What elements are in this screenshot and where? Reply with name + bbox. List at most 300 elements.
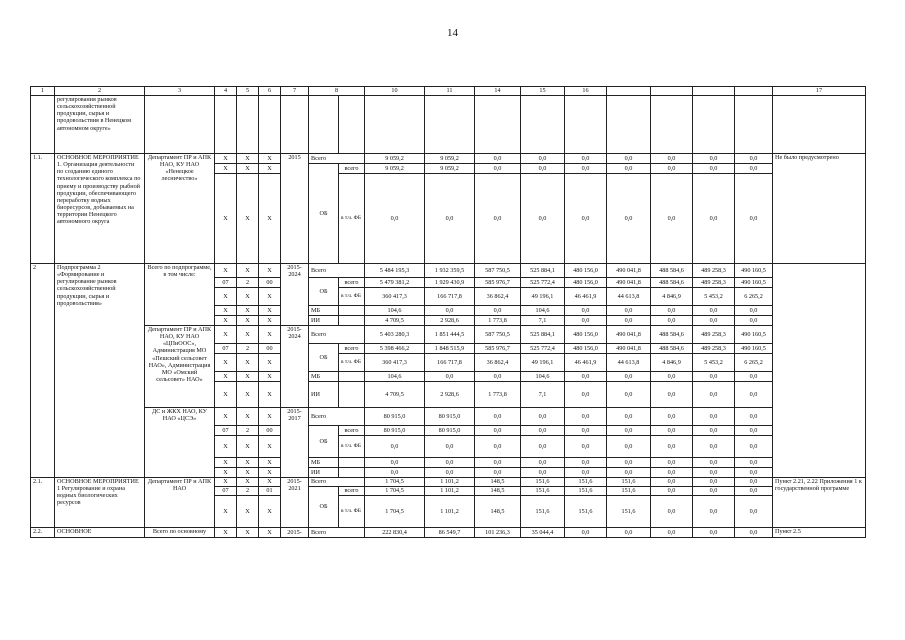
value-cell: 1 773,8 bbox=[475, 316, 521, 326]
period-cell: 2015-2024 bbox=[281, 326, 309, 408]
value-cell: 1 929 430,9 bbox=[425, 278, 475, 288]
code-cell: X bbox=[237, 288, 259, 306]
value-cell: 488 584,6 bbox=[651, 278, 693, 288]
table-cell bbox=[259, 96, 281, 154]
code-cell: X bbox=[215, 372, 237, 382]
value-cell: 1 704,5 bbox=[365, 487, 425, 496]
value-cell: 0,0 bbox=[735, 382, 773, 408]
value-cell: 0,0 bbox=[735, 372, 773, 382]
value-cell: 9 059,2 bbox=[425, 154, 475, 164]
value-cell: 525 772,4 bbox=[521, 344, 565, 354]
header-cell: 8 bbox=[309, 87, 365, 96]
value-cell: 0,0 bbox=[365, 468, 425, 478]
value-cell: 0,0 bbox=[651, 306, 693, 316]
code-cell: X bbox=[259, 288, 281, 306]
value-cell: 0,0 bbox=[651, 478, 693, 487]
header-cell bbox=[651, 87, 693, 96]
value-cell: 0,0 bbox=[651, 426, 693, 436]
value-cell: 0,0 bbox=[475, 426, 521, 436]
code-cell: 07 bbox=[215, 426, 237, 436]
table-cell bbox=[425, 96, 475, 154]
source-cell: ОБ bbox=[309, 426, 339, 458]
table-cell bbox=[339, 372, 365, 382]
value-cell: 7,1 bbox=[521, 382, 565, 408]
value-cell: 0,0 bbox=[521, 436, 565, 458]
value-cell: 151,6 bbox=[565, 478, 607, 487]
value-cell: 151,6 bbox=[521, 487, 565, 496]
subsource-cell: всего bbox=[339, 344, 365, 354]
value-cell: 0,0 bbox=[565, 316, 607, 326]
value-cell: 0,0 bbox=[607, 436, 651, 458]
table-cell bbox=[607, 96, 651, 154]
value-cell: 0,0 bbox=[735, 468, 773, 478]
row-number: 1.1. bbox=[31, 154, 55, 264]
value-cell: 0,0 bbox=[735, 496, 773, 528]
value-cell: 9 059,2 bbox=[365, 154, 425, 164]
value-cell: 0,0 bbox=[693, 528, 735, 538]
code-cell: 2 bbox=[237, 426, 259, 436]
value-cell: 0,0 bbox=[735, 436, 773, 458]
value-cell: 86 549,7 bbox=[425, 528, 475, 538]
header-cell: 3 bbox=[145, 87, 215, 96]
value-cell: 0,0 bbox=[735, 408, 773, 426]
table-row bbox=[31, 408, 866, 426]
table-cell bbox=[215, 96, 237, 154]
source-cell: Всего bbox=[309, 408, 365, 426]
value-cell: 490 041,8 bbox=[607, 344, 651, 354]
value-cell: 0,0 bbox=[651, 496, 693, 528]
code-cell: X bbox=[215, 316, 237, 326]
value-cell: 0,0 bbox=[651, 164, 693, 174]
value-cell: 360 417,3 bbox=[365, 354, 425, 372]
code-cell: X bbox=[259, 154, 281, 164]
header-cell: 1 bbox=[31, 87, 55, 96]
code-cell: 00 bbox=[259, 344, 281, 354]
value-cell: 4 846,9 bbox=[651, 288, 693, 306]
code-cell: X bbox=[259, 164, 281, 174]
table-cell bbox=[237, 96, 259, 154]
value-cell: 9 059,2 bbox=[425, 164, 475, 174]
value-cell: 0,0 bbox=[565, 426, 607, 436]
code-cell: X bbox=[215, 468, 237, 478]
value-cell: 489 258,3 bbox=[693, 278, 735, 288]
code-cell: X bbox=[259, 326, 281, 344]
code-cell: X bbox=[237, 354, 259, 372]
value-cell: 4 709,5 bbox=[365, 382, 425, 408]
executor-cell: Департамент ПР и АПК НАО, КУ НАО «Ненецкое лесничество» bbox=[145, 154, 215, 264]
table-cell bbox=[521, 96, 565, 154]
value-cell: 0,0 bbox=[735, 528, 773, 538]
value-cell: 80 915,0 bbox=[425, 426, 475, 436]
value-cell: 36 862,4 bbox=[475, 354, 521, 372]
code-cell: X bbox=[259, 436, 281, 458]
value-cell: 0,0 bbox=[735, 306, 773, 316]
value-cell: 0,0 bbox=[693, 478, 735, 487]
value-cell: 0,0 bbox=[475, 174, 521, 264]
table-cell bbox=[339, 382, 365, 408]
code-cell: X bbox=[215, 326, 237, 344]
value-cell: 0,0 bbox=[651, 408, 693, 426]
value-cell: 5 398 466,2 bbox=[365, 344, 425, 354]
value-cell: 0,0 bbox=[607, 154, 651, 164]
header-cell: 7 bbox=[281, 87, 309, 96]
code-cell: X bbox=[259, 496, 281, 528]
subsource-cell: всего bbox=[339, 426, 365, 436]
code-cell: X bbox=[215, 306, 237, 316]
row-number: 2.2. bbox=[31, 528, 55, 538]
code-cell: X bbox=[259, 382, 281, 408]
value-cell: 0,0 bbox=[651, 436, 693, 458]
value-cell: 0,0 bbox=[565, 468, 607, 478]
value-cell: 0,0 bbox=[651, 487, 693, 496]
value-cell: 480 156,0 bbox=[565, 326, 607, 344]
code-cell: X bbox=[215, 354, 237, 372]
header-cell: 10 bbox=[365, 87, 425, 96]
value-cell: 1 704,5 bbox=[365, 478, 425, 487]
code-cell: X bbox=[237, 372, 259, 382]
value-cell: 151,6 bbox=[607, 496, 651, 528]
subsource-cell: в т.ч. ФБ bbox=[339, 174, 365, 264]
value-cell: 0,0 bbox=[651, 382, 693, 408]
value-cell: 5 453,2 bbox=[693, 354, 735, 372]
value-cell: 0,0 bbox=[651, 174, 693, 264]
table-cell bbox=[339, 96, 365, 154]
value-cell: 151,6 bbox=[521, 496, 565, 528]
value-cell: 148,5 bbox=[475, 496, 521, 528]
value-cell: 151,6 bbox=[565, 496, 607, 528]
value-cell: 0,0 bbox=[475, 408, 521, 426]
executor-cell: ДС и ЖКХ НАО, КУ НАО «ЦСЭ» bbox=[145, 408, 215, 478]
table-cell bbox=[309, 96, 339, 154]
value-cell: 0,0 bbox=[425, 306, 475, 316]
code-cell: X bbox=[237, 458, 259, 468]
code-cell: X bbox=[237, 468, 259, 478]
value-cell: 46 461,9 bbox=[565, 288, 607, 306]
value-cell: 0,0 bbox=[475, 154, 521, 164]
value-cell: 0,0 bbox=[521, 458, 565, 468]
value-cell: 0,0 bbox=[565, 382, 607, 408]
value-cell: 44 613,8 bbox=[607, 288, 651, 306]
header-cell: 4 bbox=[215, 87, 237, 96]
value-cell: 0,0 bbox=[693, 458, 735, 468]
value-cell: 0,0 bbox=[475, 372, 521, 382]
value-cell: 0,0 bbox=[607, 468, 651, 478]
value-cell: 1 851 444,5 bbox=[425, 326, 475, 344]
code-cell: 07 bbox=[215, 278, 237, 288]
table-row bbox=[31, 154, 866, 164]
value-cell: 480 156,0 bbox=[565, 264, 607, 278]
note-cell bbox=[773, 264, 866, 478]
period-cell: 2015- bbox=[281, 528, 309, 538]
code-cell: X bbox=[237, 478, 259, 487]
value-cell: 151,6 bbox=[607, 487, 651, 496]
code-cell: 00 bbox=[259, 426, 281, 436]
value-cell: 0,0 bbox=[607, 426, 651, 436]
value-cell: 0,0 bbox=[565, 436, 607, 458]
value-cell: 0,0 bbox=[425, 174, 475, 264]
header-cell: 14 bbox=[475, 87, 521, 96]
value-cell: 587 750,5 bbox=[475, 264, 521, 278]
code-cell: X bbox=[259, 468, 281, 478]
value-cell: 49 196,1 bbox=[521, 354, 565, 372]
value-cell: 0,0 bbox=[693, 382, 735, 408]
code-cell: X bbox=[215, 288, 237, 306]
header-cell: 15 bbox=[521, 87, 565, 96]
value-cell: 480 156,0 bbox=[565, 278, 607, 288]
value-cell: 0,0 bbox=[735, 426, 773, 436]
value-cell: 525 884,1 bbox=[521, 326, 565, 344]
value-cell: 0,0 bbox=[425, 436, 475, 458]
value-cell: 0,0 bbox=[607, 458, 651, 468]
row-number: 2 bbox=[31, 264, 55, 478]
header-cell: 2 bbox=[55, 87, 145, 96]
row-number: 2.1. bbox=[31, 478, 55, 528]
table-cell bbox=[651, 96, 693, 154]
row-name: ОСНОВНОЕ МЕРОПРИЯТИЕ 1 Регулирование и охрана водных биологических ресурсов bbox=[55, 478, 145, 528]
value-cell: 0,0 bbox=[651, 154, 693, 164]
value-cell: 1 101,2 bbox=[425, 496, 475, 528]
value-cell: 490 041,8 bbox=[607, 264, 651, 278]
code-cell: X bbox=[259, 354, 281, 372]
period-cell: 2015-2024 bbox=[281, 264, 309, 326]
executor-cell: Департамент ПР и АПК НАО, КУ НАО «ЦПиООС», Администрация МО «Пешский сельсовет НАО», Администрация МО «Омский сельсовет» НАО» bbox=[145, 326, 215, 408]
value-cell: 0,0 bbox=[693, 468, 735, 478]
table-cell bbox=[565, 96, 607, 154]
table-cell bbox=[31, 96, 55, 154]
value-cell: 5 479 381,2 bbox=[365, 278, 425, 288]
note-cell: Не было предусмотрено bbox=[773, 154, 866, 264]
table-row bbox=[31, 264, 866, 278]
code-cell: X bbox=[237, 408, 259, 426]
source-cell: Всего bbox=[309, 326, 365, 344]
subsource-cell: в т.ч. ФБ bbox=[339, 496, 365, 528]
header-cell bbox=[735, 87, 773, 96]
page-number: 14 bbox=[447, 27, 458, 39]
value-cell: 0,0 bbox=[735, 458, 773, 468]
code-cell: X bbox=[215, 264, 237, 278]
table-cell bbox=[145, 96, 215, 154]
source-cell: ОБ bbox=[309, 164, 339, 264]
row-name: регулирования рынков сельскохозяйственной продукции, сырья и продовольствия в Ненецком автономном округе» bbox=[55, 96, 145, 154]
table-row bbox=[31, 478, 866, 487]
code-cell: 00 bbox=[259, 278, 281, 288]
value-cell: 490 041,8 bbox=[607, 278, 651, 288]
subsource-cell: в т.ч. ФБ bbox=[339, 436, 365, 458]
header-row bbox=[31, 87, 866, 96]
value-cell: 101 236,3 bbox=[475, 528, 521, 538]
table-row bbox=[31, 96, 866, 154]
table-cell bbox=[773, 96, 866, 154]
code-cell: X bbox=[259, 408, 281, 426]
source-cell: Всего bbox=[309, 154, 365, 164]
value-cell: 0,0 bbox=[521, 154, 565, 164]
value-cell: 0,0 bbox=[735, 487, 773, 496]
value-cell: 80 915,0 bbox=[425, 408, 475, 426]
code-cell: X bbox=[259, 174, 281, 264]
period-cell: 2015 bbox=[281, 154, 309, 264]
source-cell: ИИ bbox=[309, 468, 339, 478]
table-cell bbox=[693, 96, 735, 154]
value-cell: 0,0 bbox=[607, 306, 651, 316]
value-cell: 488 584,6 bbox=[651, 344, 693, 354]
value-cell: 0,0 bbox=[565, 408, 607, 426]
value-cell: 5 403 280,3 bbox=[365, 326, 425, 344]
value-cell: 0,0 bbox=[607, 372, 651, 382]
code-cell: X bbox=[237, 316, 259, 326]
value-cell: 0,0 bbox=[565, 306, 607, 316]
code-cell: 2 bbox=[237, 278, 259, 288]
period-cell: 2015-2017 bbox=[281, 408, 309, 478]
value-cell: 0,0 bbox=[475, 468, 521, 478]
row-name: ОСНОВНОЕ bbox=[55, 528, 145, 538]
row-name: ОСНОВНОЕ МЕРОПРИЯТИЕ 1. Организация деятельности по созданию единого технологического комплекса по приему и производству рыбной продукции, обеспечивающего переработку водных биоресурсов, добываемых на территории Ненецкого автономного округа bbox=[55, 154, 145, 264]
code-cell: X bbox=[259, 264, 281, 278]
value-cell: 490 160,5 bbox=[735, 344, 773, 354]
value-cell: 0,0 bbox=[365, 436, 425, 458]
code-cell: X bbox=[237, 174, 259, 264]
value-cell: 0,0 bbox=[565, 528, 607, 538]
value-cell: 0,0 bbox=[521, 468, 565, 478]
source-cell: Всего bbox=[309, 478, 365, 487]
value-cell: 0,0 bbox=[651, 528, 693, 538]
value-cell: 0,0 bbox=[693, 408, 735, 426]
code-cell: X bbox=[215, 408, 237, 426]
code-cell: X bbox=[215, 436, 237, 458]
value-cell: 0,0 bbox=[521, 164, 565, 174]
subsource-cell: всего bbox=[339, 487, 365, 496]
value-cell: 0,0 bbox=[475, 164, 521, 174]
value-cell: 488 584,6 bbox=[651, 264, 693, 278]
value-cell: 0,0 bbox=[735, 154, 773, 164]
value-cell: 490 041,8 bbox=[607, 326, 651, 344]
value-cell: 0,0 bbox=[521, 174, 565, 264]
code-cell: X bbox=[215, 458, 237, 468]
value-cell: 2 928,6 bbox=[425, 316, 475, 326]
value-cell: 1 101,2 bbox=[425, 478, 475, 487]
table-cell bbox=[735, 96, 773, 154]
code-cell: X bbox=[215, 496, 237, 528]
executor-cell: Всего по подпрограмме, в том числе: bbox=[145, 264, 215, 326]
table-cell bbox=[281, 96, 309, 154]
value-cell: 0,0 bbox=[565, 458, 607, 468]
value-cell: 0,0 bbox=[651, 468, 693, 478]
value-cell: 80 915,0 bbox=[365, 408, 425, 426]
value-cell: 151,6 bbox=[565, 487, 607, 496]
code-cell: X bbox=[237, 154, 259, 164]
value-cell: 0,0 bbox=[693, 372, 735, 382]
table-cell bbox=[339, 316, 365, 326]
value-cell: 587 750,5 bbox=[475, 326, 521, 344]
source-cell: ИИ bbox=[309, 382, 339, 408]
value-cell: 0,0 bbox=[651, 372, 693, 382]
executor-cell: Департамент ПР и АПК НАО bbox=[145, 478, 215, 528]
subsource-cell: в т.ч. ФБ bbox=[339, 354, 365, 372]
value-cell: 0,0 bbox=[693, 496, 735, 528]
value-cell: 0,0 bbox=[607, 408, 651, 426]
code-cell: 07 bbox=[215, 344, 237, 354]
table-row bbox=[31, 528, 866, 538]
row-name: Подпрограмма 2 «Формирование и регулирование рынков сельскохозяйственной продукции, сырья и продовольствия» bbox=[55, 264, 145, 478]
value-cell: 4 846,9 bbox=[651, 354, 693, 372]
subsource-cell: всего bbox=[339, 164, 365, 174]
value-cell: 0,0 bbox=[693, 154, 735, 164]
value-cell: 0,0 bbox=[693, 174, 735, 264]
value-cell: 148,5 bbox=[475, 487, 521, 496]
source-cell: МБ bbox=[309, 372, 339, 382]
value-cell: 0,0 bbox=[735, 164, 773, 174]
source-cell: ОБ bbox=[309, 344, 339, 372]
code-cell: X bbox=[259, 478, 281, 487]
value-cell: 0,0 bbox=[607, 528, 651, 538]
source-cell: ОБ bbox=[309, 278, 339, 306]
value-cell: 151,6 bbox=[607, 478, 651, 487]
source-cell: Всего bbox=[309, 528, 365, 538]
source-cell: ОБ bbox=[309, 487, 339, 528]
value-cell: 0,0 bbox=[735, 174, 773, 264]
value-cell: 480 156,0 bbox=[565, 344, 607, 354]
value-cell: 0,0 bbox=[735, 478, 773, 487]
table-cell bbox=[339, 306, 365, 316]
code-cell: X bbox=[215, 164, 237, 174]
value-cell: 151,6 bbox=[521, 478, 565, 487]
value-cell: 49 196,1 bbox=[521, 288, 565, 306]
code-cell: X bbox=[259, 372, 281, 382]
note-cell: Пункт 2.5 bbox=[773, 528, 866, 538]
value-cell: 35 044,4 bbox=[521, 528, 565, 538]
value-cell: 5 453,2 bbox=[693, 288, 735, 306]
value-cell: 0,0 bbox=[475, 458, 521, 468]
header-cell bbox=[693, 87, 735, 96]
code-cell: X bbox=[237, 264, 259, 278]
executor-cell: Всего по основному bbox=[145, 528, 215, 538]
value-cell: 525 884,1 bbox=[521, 264, 565, 278]
table-cell bbox=[339, 468, 365, 478]
value-cell: 9 059,2 bbox=[365, 164, 425, 174]
header-cell: 16 bbox=[565, 87, 607, 96]
value-cell: 0,0 bbox=[651, 316, 693, 326]
value-cell: 585 976,7 bbox=[475, 344, 521, 354]
value-cell: 0,0 bbox=[365, 174, 425, 264]
source-cell: ИИ bbox=[309, 316, 339, 326]
value-cell: 0,0 bbox=[693, 436, 735, 458]
value-cell: 1 101,2 bbox=[425, 487, 475, 496]
value-cell: 0,0 bbox=[425, 468, 475, 478]
value-cell: 488 584,6 bbox=[651, 326, 693, 344]
value-cell: 0,0 bbox=[693, 487, 735, 496]
value-cell: 1 704,5 bbox=[365, 496, 425, 528]
subsource-cell: в т.ч. ФБ bbox=[339, 288, 365, 306]
value-cell: 0,0 bbox=[651, 458, 693, 468]
value-cell: 489 258,3 bbox=[693, 326, 735, 344]
value-cell: 0,0 bbox=[693, 306, 735, 316]
value-cell: 0,0 bbox=[565, 164, 607, 174]
code-cell: X bbox=[237, 528, 259, 538]
code-cell: X bbox=[237, 436, 259, 458]
budget-table bbox=[30, 86, 866, 538]
value-cell: 1 848 515,9 bbox=[425, 344, 475, 354]
code-cell: 07 bbox=[215, 487, 237, 496]
value-cell: 148,5 bbox=[475, 478, 521, 487]
table-cell bbox=[365, 96, 425, 154]
period-cell: 2015-2021 bbox=[281, 478, 309, 528]
code-cell: X bbox=[237, 496, 259, 528]
code-cell: X bbox=[237, 382, 259, 408]
subsource-cell: всего bbox=[339, 278, 365, 288]
value-cell: 0,0 bbox=[521, 426, 565, 436]
code-cell: X bbox=[215, 528, 237, 538]
value-cell: 490 160,5 bbox=[735, 326, 773, 344]
header-cell: 6 bbox=[259, 87, 281, 96]
